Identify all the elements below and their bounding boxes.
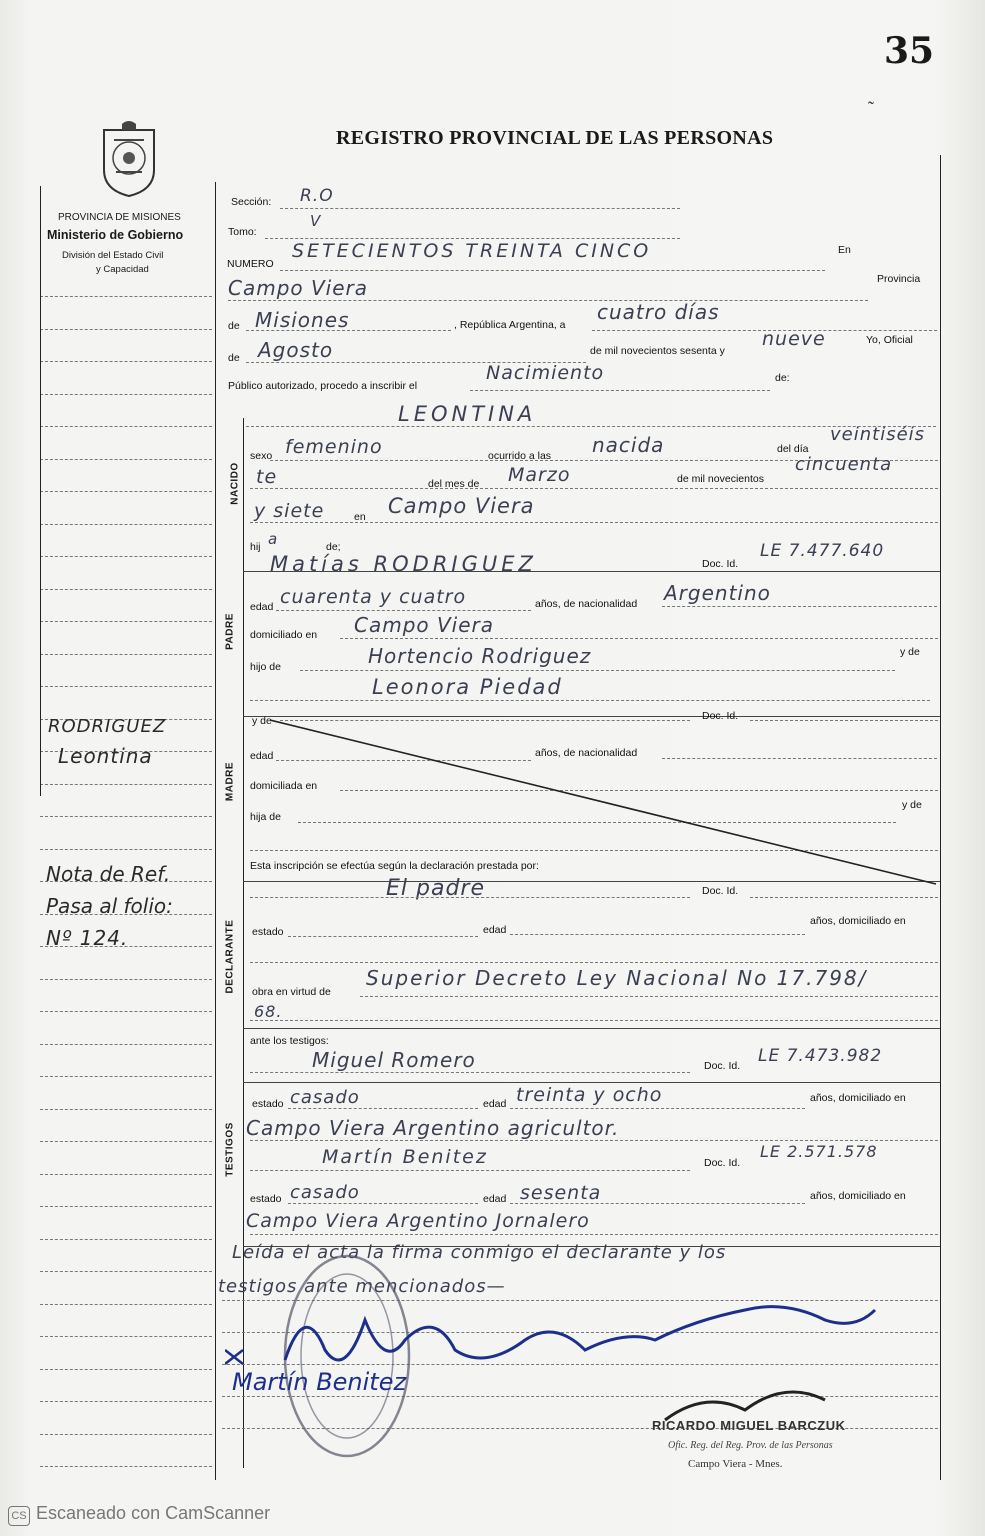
document-title: REGISTRO PROVINCIAL DE LAS PERSONAS — [336, 127, 774, 149]
margin-rule — [40, 1109, 212, 1110]
margin-rule — [40, 849, 212, 850]
edad-label: edad — [250, 601, 274, 613]
provincia-label: Provincia — [877, 273, 921, 285]
fill-line — [470, 390, 770, 391]
t1-estado-value: casado — [290, 1087, 360, 1108]
numero-label: NUMERO — [227, 258, 274, 270]
province-label: PROVINCIA DE MISIONES — [58, 212, 181, 223]
decl-edad-label: edad — [483, 924, 507, 936]
inscripcion-label: Esta inscripción se efectúa según la declaración prestada por: — [250, 860, 539, 872]
margin-rule — [40, 1304, 212, 1305]
separator-line — [243, 716, 940, 717]
margin-rule — [40, 979, 212, 980]
margin-rule — [40, 816, 212, 817]
margin-rule — [40, 784, 212, 785]
fill-line — [250, 897, 690, 898]
cs-icon: CS — [8, 1506, 30, 1526]
hijo-de-label: hijo de — [250, 661, 281, 673]
tomo-label: Tomo: — [228, 226, 257, 238]
anio-value: nueve — [762, 328, 826, 350]
margin-left-border — [40, 186, 41, 796]
seccion-label: Sección: — [231, 196, 272, 208]
nombre-value: LEONTINA — [398, 402, 537, 426]
margin-rule — [40, 686, 212, 687]
lugar-nac-value: Campo Viera — [388, 494, 535, 518]
fill-line — [250, 1234, 938, 1235]
nota-line-2: Pasa al folio: — [46, 894, 173, 918]
fill-line — [265, 238, 680, 239]
testigo1-doc-value: LE 7.473.982 — [758, 1046, 883, 1066]
margin-rule — [40, 1174, 212, 1175]
obra-value: Superior Decreto Ley Nacional No 17.798/ — [366, 966, 868, 990]
mes-value: Agosto — [258, 338, 334, 362]
madre-anos-label: años, de nacionalidad — [535, 747, 638, 759]
padre-doc-label: Doc. Id. — [702, 558, 739, 570]
anio-nac-value: cincuenta — [795, 454, 893, 475]
margin-rule — [40, 654, 212, 655]
margin-rule — [40, 1141, 212, 1142]
testigo2-doc-value: LE 2.571.578 — [760, 1142, 878, 1161]
testigos-label: ante los testigos: — [250, 1035, 329, 1047]
scanner-watermark: Escaneado con CamScanner — [36, 1503, 271, 1523]
obra-cont: 68. — [254, 1002, 283, 1021]
hij-suffix: a — [268, 530, 279, 548]
margin-rule — [40, 394, 212, 395]
section-madre: MADRE — [224, 761, 236, 802]
fill-line — [750, 897, 938, 898]
de-colon-label: de: — [775, 372, 790, 384]
t1-edad-label: edad — [483, 1098, 507, 1110]
section-declarante: DECLARANTE — [224, 919, 236, 994]
section-nacido: NACIDO — [229, 462, 241, 505]
officer-place: Campo Viera - Mnes. — [688, 1458, 783, 1470]
officer-name: RICARDO MIGUEL BARCZUK — [652, 1418, 846, 1433]
fill-line — [360, 996, 938, 997]
testigo2-doc-label: Doc. Id. — [704, 1157, 741, 1169]
fill-line — [250, 522, 938, 523]
testigo1-doc-label: Doc. Id. — [704, 1060, 741, 1072]
margin-rule — [40, 1044, 212, 1045]
margin-rule — [40, 296, 212, 297]
numero-value: SETECIENTOS TREINTA CINCO — [292, 240, 652, 262]
section-padre: PADRE — [224, 613, 236, 650]
de-label: de — [228, 320, 240, 332]
left-border — [215, 182, 216, 1480]
madre-doc-label: Doc. Id. — [702, 710, 739, 722]
signature-2: Martín Benitez — [232, 1368, 407, 1396]
publico-label: Público autorizado, procedo a inscribir el — [228, 380, 418, 392]
declarante-value: El padre — [386, 876, 485, 901]
domiciliado-label: domiciliado en — [250, 629, 318, 641]
margin-rule — [40, 589, 212, 590]
sexo-label: sexo — [250, 450, 273, 462]
fill-line — [280, 270, 825, 271]
margin-rule — [40, 1401, 212, 1402]
margin-rule — [40, 459, 212, 460]
signature-strokes — [225, 1280, 905, 1440]
obra-label: obra en virtud de — [252, 986, 331, 998]
anos-nac-label: años, de nacionalidad — [535, 598, 638, 610]
anio-nac-cont: y siete — [254, 500, 325, 522]
fill-line — [662, 606, 937, 607]
acto-value: Nacimiento — [486, 362, 605, 384]
margin-rule — [40, 1466, 212, 1467]
fill-line — [340, 638, 938, 639]
mes-nac-value: Marzo — [508, 464, 571, 486]
margin-rule — [40, 329, 212, 330]
fill-line — [276, 610, 531, 611]
provincia-value: Misiones — [255, 308, 350, 332]
fill-line — [510, 1108, 805, 1109]
en-small-label: en — [354, 511, 366, 523]
en-value: Campo Viera — [228, 276, 369, 300]
fill-line — [280, 208, 680, 209]
de-mil-label: de mil novecientos sesenta y — [590, 345, 725, 357]
mark-accent: ˜ — [868, 98, 874, 118]
margin-rule — [40, 524, 212, 525]
abuela-value: Leonora Piedad — [372, 675, 563, 699]
t1-anos-label: años, domiciliado en — [810, 1092, 906, 1104]
t1-dom-value: Campo Viera Argentino agricultor. — [246, 1116, 620, 1140]
section-testigos: TESTIGOS — [224, 1122, 236, 1177]
margin-surname: RODRIGUEZ — [48, 716, 167, 737]
tomo-value: V — [310, 212, 322, 230]
decl-estado-label: estado — [252, 926, 284, 938]
del-mes-label: del mes de — [428, 478, 480, 490]
division-label-2: y Capacidad — [96, 264, 149, 275]
seccion-value: R.O — [300, 186, 334, 206]
de-mil-nov-label: de mil novecientos — [677, 473, 764, 485]
coat-of-arms-icon — [96, 120, 162, 198]
hija-de-label: hija de — [250, 811, 281, 823]
padre-nombre-value: Matías RODRIGUEZ — [270, 552, 537, 576]
hij-label: hij — [250, 541, 261, 553]
fill-line — [300, 670, 895, 671]
margin-rule — [40, 1206, 212, 1207]
margin-rule — [40, 1271, 212, 1272]
ministry-label: Ministerio de Gobierno — [47, 228, 184, 242]
margin-rule — [40, 426, 212, 427]
officer-title: Ofic. Reg. del Reg. Prov. de las Personas — [668, 1440, 833, 1451]
separator-line — [243, 1082, 940, 1083]
t1-estado-label: estado — [252, 1098, 284, 1110]
fill-line — [250, 1072, 690, 1073]
margin-rule — [40, 1336, 212, 1337]
y-de-label: y de — [900, 646, 920, 658]
nota-line-1: Nota de Ref. — [46, 862, 171, 886]
testigo1-value: Miguel Romero — [312, 1048, 476, 1072]
t1-edad-value: treinta y ocho — [516, 1084, 663, 1106]
t2-anos-label: años, domiciliado en — [810, 1190, 906, 1202]
t2-edad-value: sesenta — [520, 1182, 602, 1204]
madre-y-de-2-label: y de — [902, 799, 922, 811]
fill-line — [250, 1140, 938, 1141]
lectura-line-1: Leída el acta la firma conmigo el declarante y los — [232, 1242, 727, 1263]
margin-rule — [40, 491, 212, 492]
t2-edad-label: edad — [483, 1193, 507, 1205]
fill-line — [250, 488, 938, 489]
dia-nac-cont: te — [256, 466, 278, 488]
en-label: En — [838, 244, 851, 256]
republica-label: , República Argentina, a — [454, 319, 566, 331]
margin-rule — [40, 1076, 212, 1077]
declarante-doc-label: Doc. Id. — [702, 885, 739, 897]
margin-rule — [40, 361, 212, 362]
padre-nac-value: Argentino — [664, 581, 771, 605]
del-dia-label: del día — [777, 443, 809, 455]
fill-line — [510, 934, 805, 935]
madre-edad-label: edad — [250, 750, 274, 762]
dia-nac-value: veintiséis — [830, 424, 926, 445]
testigo2-value: Martín Benitez — [322, 1146, 488, 1168]
margin-rule — [40, 621, 212, 622]
fill-line — [250, 1170, 690, 1171]
fill-line — [250, 1020, 938, 1021]
fill-line — [250, 962, 938, 963]
margin-rule — [40, 1434, 212, 1435]
lectura-line-2: testigos ante mencionados— — [218, 1276, 506, 1297]
fill-line — [288, 1108, 478, 1109]
page-number: 35 — [884, 30, 935, 72]
margin-given: Leontina — [58, 744, 153, 768]
t2-estado-label: estado — [250, 1193, 282, 1205]
margin-rule — [40, 1239, 212, 1240]
padre-edad-value: cuarenta y cuatro — [280, 586, 467, 608]
hora-value: nacida — [592, 433, 665, 457]
ocurrido-label: ocurrido a las — [488, 450, 552, 462]
fill-line — [250, 700, 930, 701]
fill-line — [510, 1203, 805, 1204]
nota-line-3: Nº 124. — [46, 926, 129, 950]
decl-anos-label: años, domiciliado en — [810, 915, 906, 927]
abuelo-value: Hortencio Rodriguez — [368, 644, 592, 668]
yo-oficial-label: Yo, Oficial — [866, 334, 913, 346]
padre-doc-value: LE 7.477.640 — [760, 541, 885, 561]
fill-line — [288, 936, 478, 937]
margin-rule — [40, 1011, 212, 1012]
fill-line — [228, 300, 868, 301]
padre-dom-value: Campo Viera — [354, 613, 495, 637]
de-semi-label: de; — [326, 541, 341, 553]
fill-line — [288, 1203, 478, 1204]
margin-rule — [40, 556, 212, 557]
separator-line — [243, 1028, 940, 1029]
fill-line — [246, 330, 451, 331]
t2-dom-value: Campo Viera Argentino Jornalero — [246, 1210, 590, 1232]
t2-estado-value: casado — [290, 1182, 360, 1203]
sexo-value: femenino — [285, 436, 383, 458]
division-label: División del Estado Civil — [62, 250, 164, 261]
de-label-2: de — [228, 352, 240, 364]
dia-value: cuatro días — [597, 300, 720, 324]
margin-rule — [40, 1369, 212, 1370]
domiciliada-label: domiciliada en — [250, 780, 318, 792]
madre-y-de-label: y de — [252, 715, 272, 727]
right-border — [940, 155, 941, 1480]
